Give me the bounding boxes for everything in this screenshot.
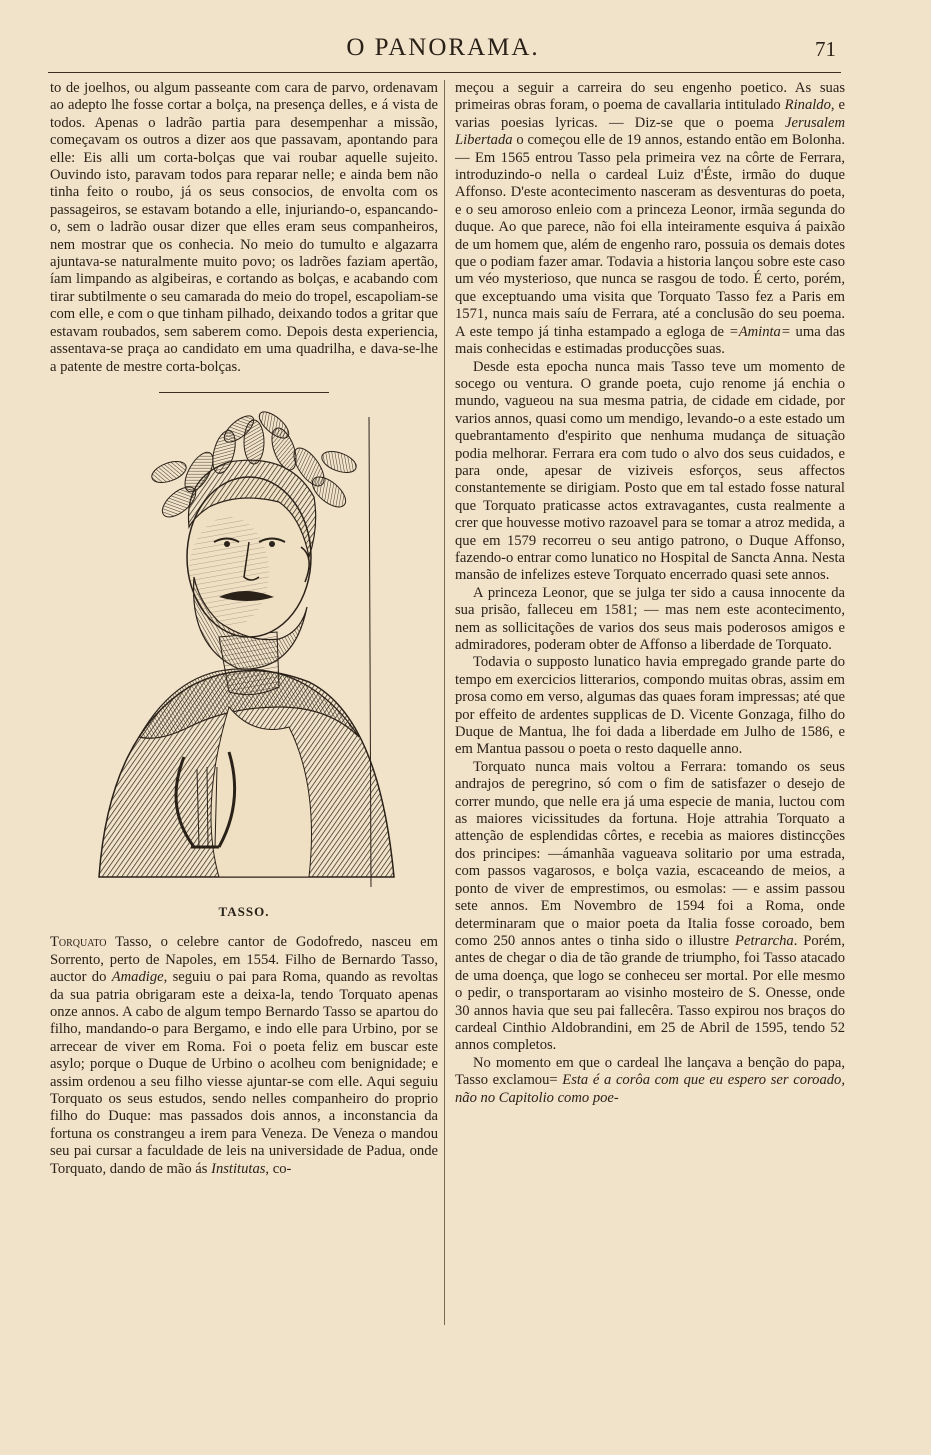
title-amadige: Amadige (111, 969, 164, 986)
title-rinaldo: Rinaldo (784, 97, 831, 114)
tasso-quote: Esta é a corôa com que eu espero ser coroado, não no Capitolio como poe- (455, 1072, 845, 1106)
page-title: O PANORAMA. (346, 34, 540, 61)
name-petrarcha: Petrarcha (735, 932, 794, 949)
title-aminta: =Aminta= (728, 323, 791, 340)
left-paragraph-2: Torquato Tasso, o celebre cantor de Godofredo, nasceu em Sorrento, perto de Napoles, em 1554. Filho de Bernardo Tasso, auctor do Amadige, seguiu o pai para Roma, quando as revoltas da sua patria obrigaram este a deixa-la, tendo Torquato apenas onze annos. A cabo de algum tempo Bernardo Tasso se apartou do filho, mandando-o para Bergamo, e indo elle para Urbino, por se arrecear de viver em Roma. Foi o poeta feliz em buscar este asylo; porque o Duque de Urbino o acolheu com benignidade; e assim ordenou a seu filho viesse ajuntar-se com elle. Aqui seguiu Torquato os seus estudos, sendo nelles companheiro do proprio filho do Duque: mas passados dois annos, a inconstancia da fortuna os constrangeu a irem para Veneza. De Veneza o mandou seu pai cursar a faculdade de leis na universidade de Padua, onde Torquato, dando de mão ás Institutas, co- (50, 934, 439, 1177)
page-number: 71 (815, 37, 836, 61)
right-paragraph-5: Torquato nunca mais voltou a Ferrara: tomando os seus andrajos de peregrino, só com o fim de satisfazer o desejo de correr mundo, que nelle era já uma especie de mania, luctou com as maiores vicissitudes da fortuna. Hoje attrahia Torquato a attenção de esplendidas côrtes, e recebia as maiores distincções dos principes: —ámanhãa vagueava solitario por uma estrada, com passos vagarosos, e bolça vazia, escaceando de meios, a ponto de viver de emprestimos, ou esmolas: — e assim passou sete annos. Em Novembro de 1594 foi a Roma, onde determinaram que o maior poeta da Italia fosse coroado, bem como 250 annos antes o tinha sido o illustre Petrarcha. Porém, antes de chegar o dia de tão grande de triumpho, foi Tasso atacado de uma doença, que logo se conheceu ser mortal. Por elle mesmo o pedir, o transportaram ao visinho mosteiro de S. Onesse, onde 30 annos havia que seu pai fallecêra. Tasso expirou nos braços do cardeal Cinthio Aldobrandini, em 25 de Abril de 1595, tendo 52 annos completos. (455, 758, 845, 1054)
title-jerusalem-libertada: Jerusalem Libertada (455, 114, 845, 149)
right-paragraph-2: Desde esta epocha nunca mais Tasso teve um momento de socego ou ventura. O grande poeta, cujo renome já enchia o mundo, vagueou na sua mesma patria, de cidade em cidade, por varios annos, quasi como um mendigo, levando-o a este estado um quebrantamento d'espirito que nenhuma mudança de situação podia melhorar. Ferrara era com tudo o alvo dos seus cuidados, e para onde, apesar de viziveis esforços, seus affectos constantemente se dirigiam. Posto que em tal estado fosse natural que Torquato praticasse actos extravagantes, custa realmente a crer que houvesse motivo razoavel para se tomar a atroz medida, a que em 1579 recorreu o seu antigo patrono, o Duque Affonso, fazendo-o entrar como lunatico no Hospital de Sancta Anna. Nesta mansão de infelizes esteve Torquato encerrado quasi sete annos. (455, 358, 845, 584)
tasso-portrait-engraving (79, 407, 409, 897)
page-header (50, 34, 836, 70)
lead-word: Torquato (50, 934, 107, 951)
portrait-caption: TASSO. (218, 903, 270, 919)
section-separator (159, 392, 329, 393)
right-paragraph-1: meçou a seguir a carreira do seu engenho poetico. As suas primeiras obras foram, o poema de cavallaria intitulado Rinaldo, e varias poesias lyricas. — Diz-se que o poema Jerusalem Libertada o começou elle de 19 annos, estando então em Bolonha. — Em 1565 entrou Tasso pela primeira vez na côrte de Ferrara, introduzindo-o nella o cardeal Luiz d'Éste, irmão do duque Affonso. D'este acontecimento nasceram as desventuras do poeta, e o seu amoroso enleio com a princeza Leonor, irmãa segunda do duque. Ao que parece, não foi ella inteiramente esquiva á paixão de um homem que, além de engenho raro, possuia os demais dotes que o podiam fazer amar. Todavia a historia lançou sobre este caso um véo mysterioso, que nunca se rasgou de todo. É certo, porém, que exceptuando uma visita que Torquato Tasso fez a Paris em 1571, nunca mais saíu de Ferrara, até a conclusão do seu poema. A este tempo já tinha estampado a egloga de =Aminta= uma das mais conhecidas e estimadas producções suas. (455, 80, 845, 358)
left-column (50, 80, 438, 1178)
title-institutas: Institutas (211, 1160, 266, 1177)
right-paragraph-6: No momento em que o cardeal lhe lançava a benção do papa, Tasso exclamou= Esta é a corôa com que eu espero ser coroado, não no Capitolio como poe- (455, 1054, 845, 1106)
right-paragraph-3: A princeza Leonor, que se julga ter sido a causa innocente da sua prisão, falleceu em 1581; — mas nem este acontecimento, nem as sollicitações de varios dos seus mais poderosos amigos e admiradores, poderam obter de Affonso a liberdade de Torquato. (455, 584, 845, 653)
header-rule (48, 72, 841, 73)
right-paragraph-4: Todavia o supposto lunatico havia empregado grande parte do tempo em exercicios litterarios, compondo muitas obras, assim em prosa como em verso, algumas das quaes foram impressas; até que por effeito de ardentes supplicas de D. Vicente Gonzaga, filho do Duque de Mantua, lhe foi dada a liberdade em Julho de 1586, e em Mantua passou o poeta o resto daquelle anno. (455, 654, 845, 758)
column-divider (444, 80, 445, 1325)
left-paragraph-1: to de joelhos, ou algum passeante com cara de parvo, ordenavam ao adepto lhe fosse cortar a bolça, na presença delles, e á vista de todos. Apenas o ladrão partia para desempenhar a missão, começavam os outros a dizer aos que passavam, apontando para elle: Eis alli um corta-bolças que vai roubar aquelle sujeito. Ouvindo isto, paravam todos para reparar nelle; e ainda bem não tinha feito o roubo, já os seus consocios, de envolta com os passageiros, se estavam botando a elle, injuriando-o, espancando-o, sem o ladrão ousar dizer que elles eram seus companheiros, nem mostrar que os conhecia. No meio do tumulto e algazarra ajuntava-se naturalmente muito povo; os ladrões faziam apertão, íam limpando as algibeiras, e cortando as bolças, e acabando com tirar subtilmente o seu camarada do meio do tropel, escapoliam-se com elle, e com o que tinham pilhado, deixando todos a gritar que estavam roubados, sem saberem como. Depois desta experiencia, assentava-se praça ao candidato em uma quadrilha, e dava-se-lhe a patente de mestre corta-bolças. (50, 80, 438, 375)
right-column (455, 80, 845, 1107)
